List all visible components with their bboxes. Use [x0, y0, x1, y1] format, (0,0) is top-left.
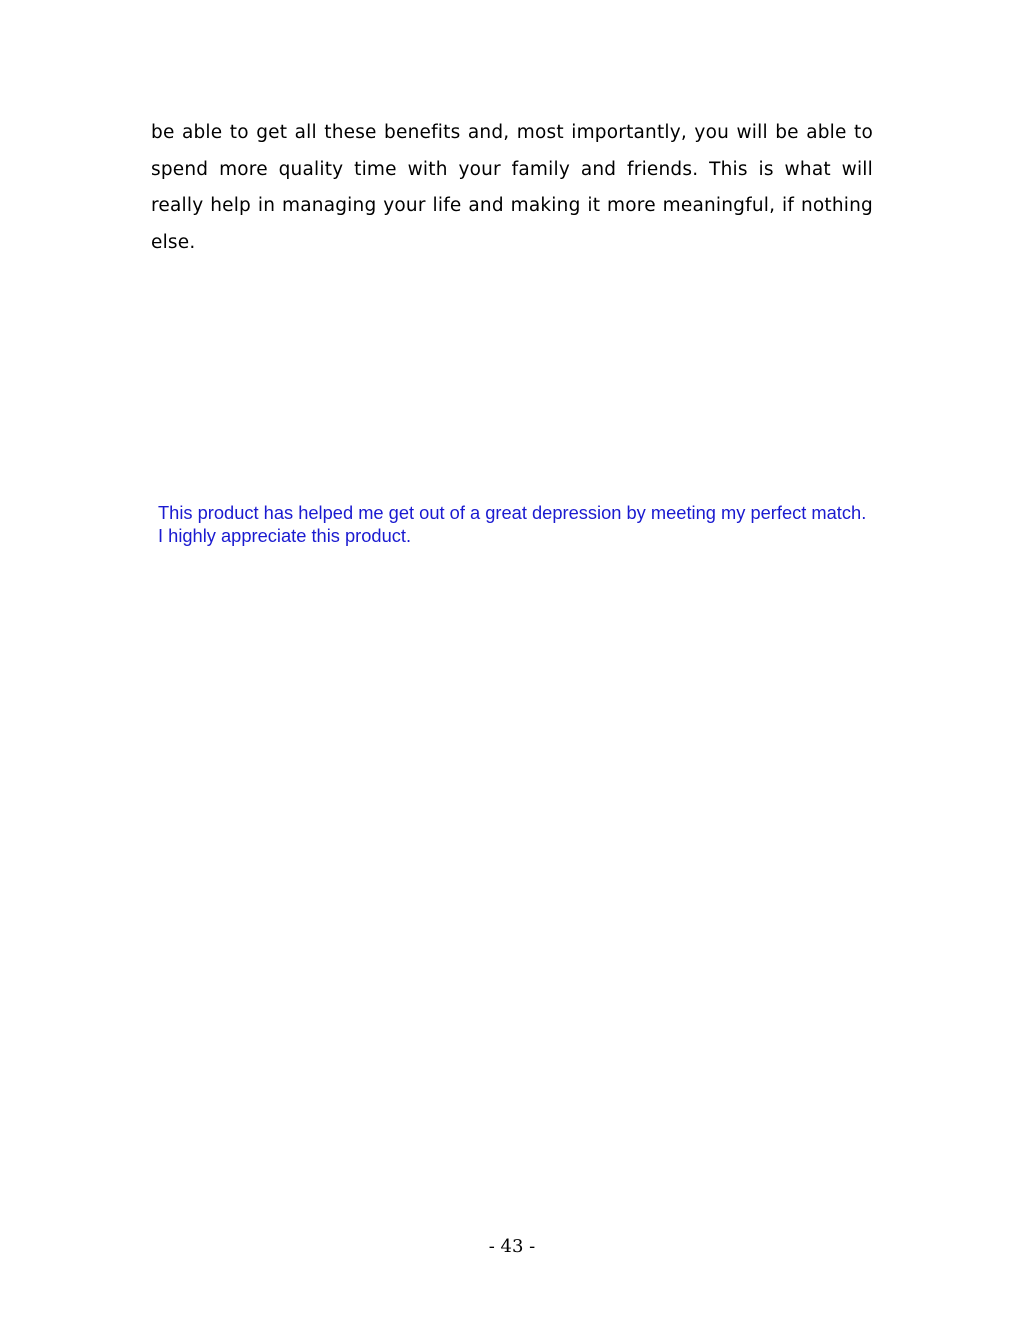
testimonial-block — [158, 501, 958, 547]
testimonial-line-2: I highly appreciate this product. — [158, 525, 412, 546]
testimonial-line-1: This product has helped me get out of a great depression by meeting my perfect match. — [158, 502, 867, 523]
body-paragraph: be able to get all these benefits and, most importantly, you will be able to spend more quality time with your family and friends. This is what will really help in managing your life and making it more meaningful, if nothing else. — [151, 122, 873, 253]
page-number: - 43 - — [488, 1236, 536, 1257]
